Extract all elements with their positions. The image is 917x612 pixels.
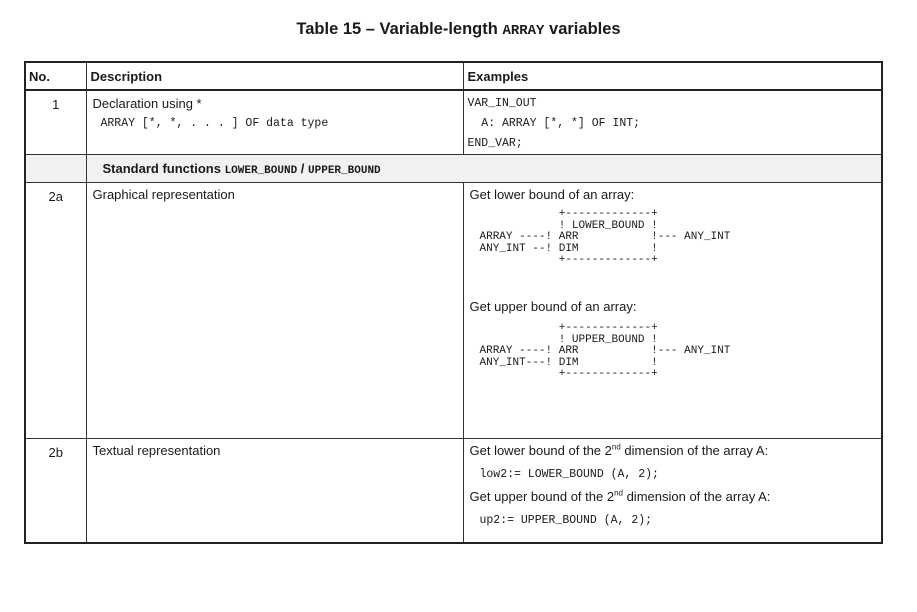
table-row [25,183,882,439]
desc-line: Declaration using * [92,96,202,111]
row-number: 2b [25,439,86,543]
section-sep: / [297,160,309,176]
upper-text-b: dimension of the array A: [622,489,771,504]
header-description: Description [86,62,463,90]
section-heading [86,155,882,183]
lower-text-b: dimension of the array A: [620,443,769,458]
lower-bound-caption: Get lower bound of an array: [469,187,635,202]
table-title [0,20,917,39]
upper-bound-text [470,489,876,511]
lower-text-a: Get lower bound of the 2 [469,443,612,458]
upper-text-a: Get upper bound of the 2 [469,489,615,504]
desc-code-line: ARRAY [*, *, . . . ] OF data type [100,117,329,130]
title-suffix: variables [544,20,621,38]
row-description [86,90,463,155]
lower-bound-code: low2:= LOWER_BOUND (A, 2); [479,468,659,481]
section-row-blank [25,155,86,183]
row-description [86,439,463,543]
header-no: No. [25,62,86,90]
row-number: 2a [25,183,86,439]
upper-bound-caption: Get upper bound of an array: [469,299,637,314]
section-prefix: Standard functions [102,160,225,176]
desc-text: Graphical representation [92,187,235,202]
lower-bound-text [470,443,876,465]
table-header-row [25,62,882,90]
title-prefix: Table 15 – Variable-length [296,20,503,38]
lower-bound-diagram: +-------------+ ! LOWER_BOUND ! ARRAY ----! ARR !--- ANY_INT ANY_INT --! DIM ! +-------------+ [479,208,731,267]
example-code-line: VAR_IN_OUT [467,97,537,110]
example-code-line: A: ARRAY [*, *] OF INT; [467,117,641,130]
upper-text-sup: nd [614,488,623,498]
table-row [25,439,882,543]
row-examples [463,183,882,439]
header-examples: Examples [463,62,882,90]
variable-length-array-table [24,61,883,544]
upper-bound-code: up2:= UPPER_BOUND (A, 2); [479,514,653,527]
example-code-line: END_VAR; [467,137,523,150]
row-examples [463,439,882,543]
section-fn-lower: LOWER_BOUND [224,164,298,177]
lower-text-sup: nd [611,442,621,452]
row-description [86,183,463,439]
table-row [25,90,882,155]
section-row [25,155,882,183]
desc-text: Textual representation [92,443,221,458]
title-mono: ARRAY [502,23,545,39]
upper-bound-diagram: +-------------+ ! UPPER_BOUND ! ARRAY ----! ARR !--- ANY_INT ANY_INT---! DIM ! +-------------+ [479,322,731,381]
row-examples [463,90,882,155]
row-number: 1 [25,90,86,155]
section-fn-upper: UPPER_BOUND [308,164,381,177]
